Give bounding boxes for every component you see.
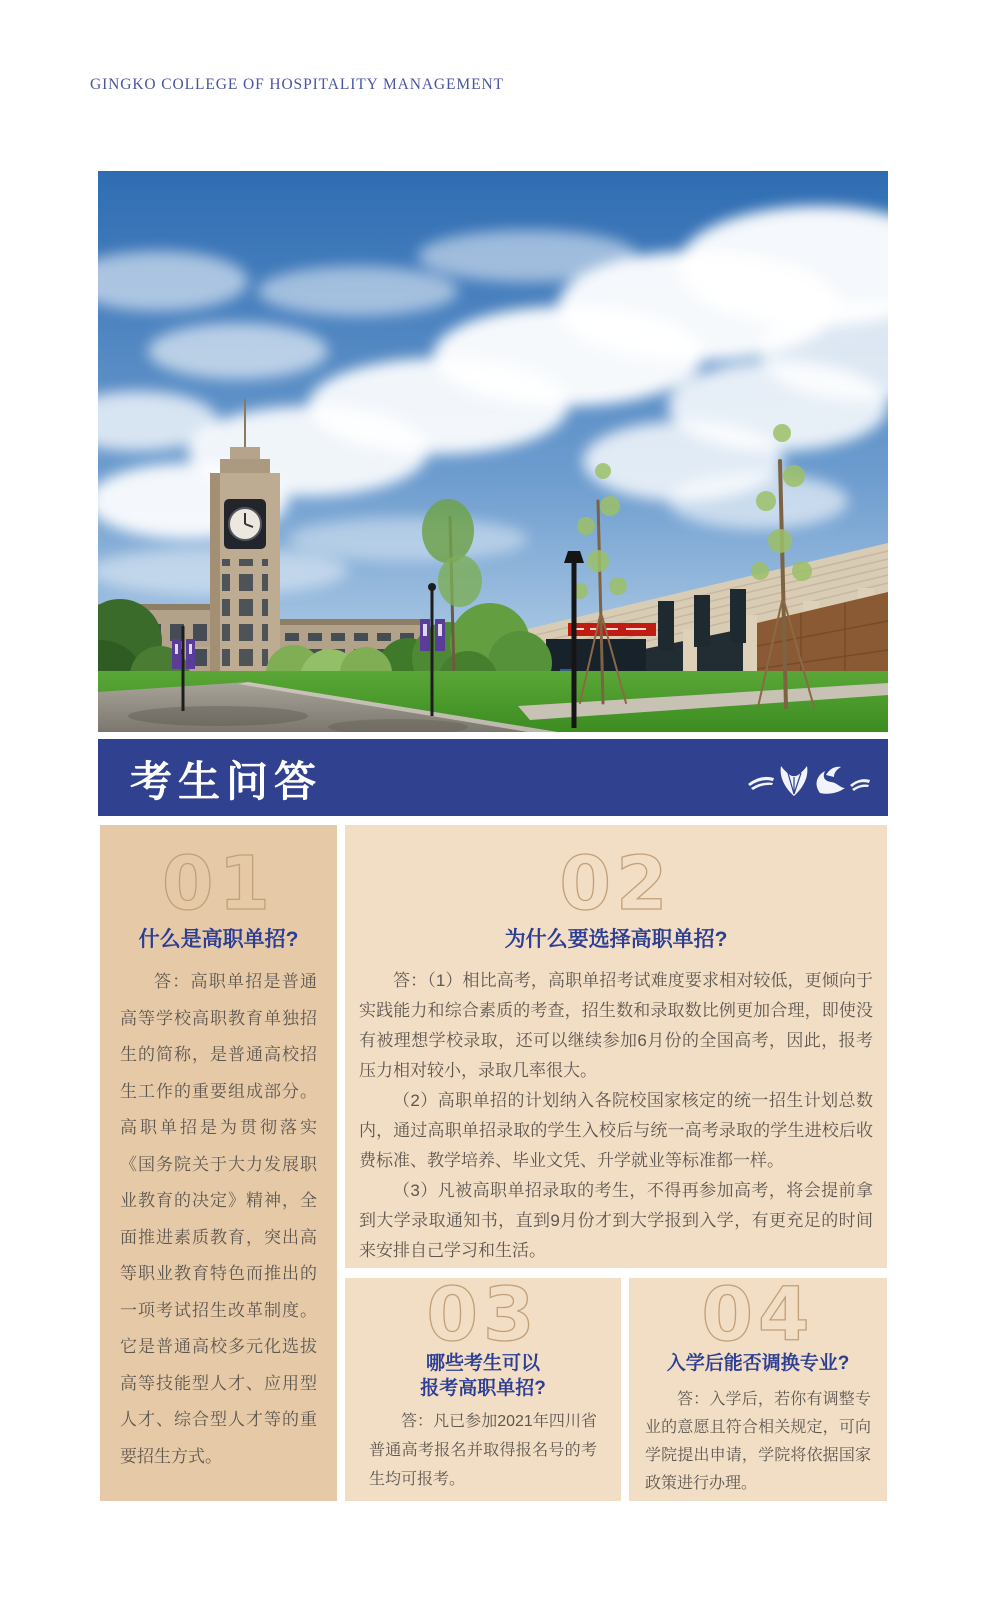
college-name-header: GINGKO COLLEGE OF HOSPITALITY MANAGEMENT xyxy=(90,76,504,93)
dove-icon xyxy=(826,767,841,777)
card-paragraph: （2）高职单招的计划纳入各院校国家核定的统一招生计划总数内，通过高职单招录取的学生入校后与统一高考录取的学生进校后收费标准、教学培养、毕业文凭、升学就业等标准都一样。 xyxy=(359,1091,873,1171)
flying-book-icon xyxy=(852,785,869,792)
card-title: 为什么要选择高职单招? xyxy=(504,928,728,952)
card-body xyxy=(345,1407,621,1494)
faq-card-3 xyxy=(345,1272,621,1501)
card-number: 01 xyxy=(162,841,275,927)
card-title-line: 哪些考生可以 xyxy=(425,1353,540,1375)
card-paragraph: 答：高职单招是普通高等学校高职教育单独招生的简称，是普通高校招生工作的重要组成部分。高职单招是为贯彻落实《国务院关于大力发展职业教育的决定》精神，全面推进素质教育，突出高等职业教育特色而推出的一项考试招生改革制度。它是普通高校多元化选拔高等技能型人才、应用型人才、综合型人才等的重要招生方式。 xyxy=(120,972,317,1466)
card-title xyxy=(345,1351,621,1401)
card-body xyxy=(100,964,337,1475)
card-body xyxy=(345,966,887,1266)
card-number: 02 xyxy=(559,841,673,927)
campus-photo-illustration xyxy=(98,171,888,732)
campus-photo xyxy=(98,171,888,732)
card-paragraph: 答：（1）相比高考，高职单招考试难度要求相对较低，更倾向于实践能力和综合素质的考查，招生数和录取数比例更加合理，即使没有被理想学校录取，还可以继续参加6月份的全国高考，因此，报考压力相对较小，录取几率很大。 xyxy=(359,971,873,1081)
books-birds-icon xyxy=(746,763,872,804)
card-title: 什么是高职单招? xyxy=(138,928,299,952)
card-paragraph: （3）凡被高职单招录取的考生，不得再参加高考，将会提前拿到大学录取通知书，直到9月份才到大学报到入学，有更充足的时间来安排自己学习和生活。 xyxy=(359,1181,873,1261)
card-paragraph: 答：凡已参加2021年四川省普通高考报名并取得报名号的考生均可报考。 xyxy=(369,1413,597,1489)
flying-book-icon xyxy=(751,783,773,790)
card-body xyxy=(629,1386,887,1498)
faq-card-1 xyxy=(100,825,337,1501)
card-title-line: 报考高职单招? xyxy=(420,1378,546,1400)
card-paragraph: 答：入学后，若你有调整专业的意愿且符合相关规定，可向学院提出申请，学院将依据国家政策进行办理。 xyxy=(645,1391,871,1493)
faq-card-4 xyxy=(629,1272,887,1501)
faq-card-2 xyxy=(345,825,887,1268)
card-number: 04 xyxy=(701,1272,815,1358)
card-number: 03 xyxy=(426,1272,540,1358)
section-title: 考生问答 xyxy=(130,760,323,806)
card-title: 入学后能否调换专业? xyxy=(666,1353,850,1375)
section-banner xyxy=(98,739,888,816)
